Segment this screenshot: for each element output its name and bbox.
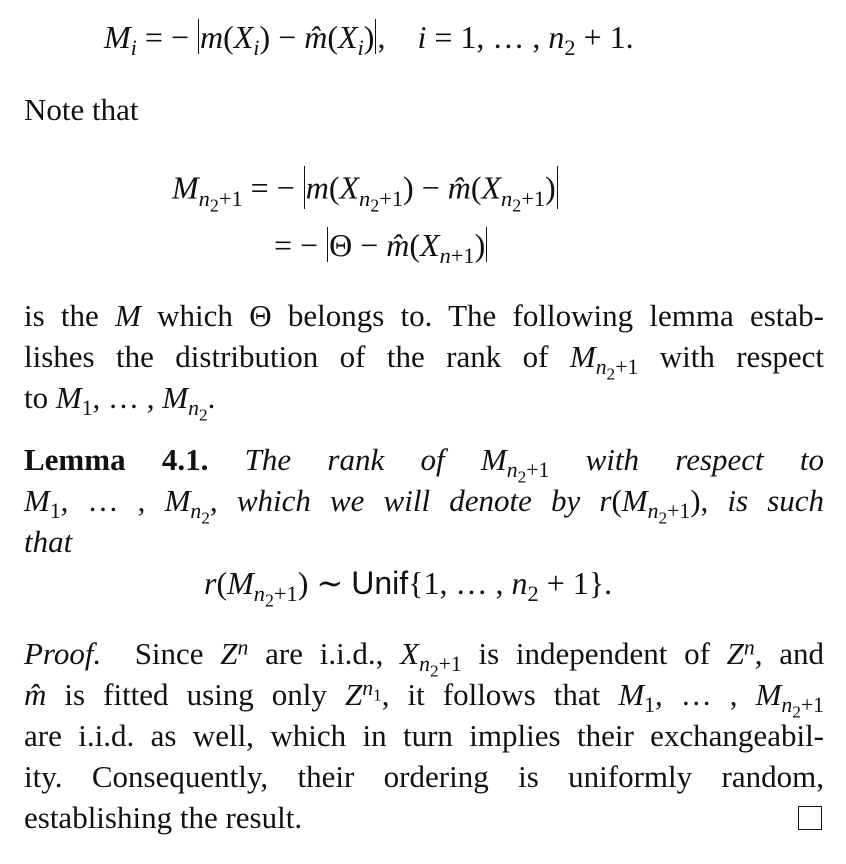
proof-paragraph: Proof. Since $Z^n$ are i.i.d., $X_{n_2+1}$ is independent of $Z^n$, and m̂ is fitted using only $Z^{n_1}$, it follows that $M_1$, … , $M_{n_2+1}$ are i.i.d. as well, which in turn implies their exchangeabil- ity. Consequently, their ordering is uniformly random, establishing the result. [24,635,825,835]
lemma-4-1: Lemma 4.1. The rank of $M_{n_2+1}$ with respect to $M_1$, … , $M_{n_2}$, which we will denote by $r(M_{n_2+1})$, is such that [24,442,825,559]
equation-rank-uniform: $r(M_{n_2+1})$ ∼ Unif{1, … , $n_2 + 1$}. [204,565,613,611]
lemma-label: Lemma 4.1. [24,442,209,477]
qed-square-icon [798,806,822,830]
equation-m-n2-plus-1-line2: = − $\Theta - m̂(X_{n+1})$ [274,227,486,269]
equation-m-n2-plus-1-line1: $M_{n_2+1}$ = − $m(X_{n_2+1})$ − $m̂(X_{n_2+1})$ [172,166,559,209]
paragraph-rank-distribution: is the M which Θ belongs to. The following lemma estab- lishes the distribution of the rank of $M_{n_2+1}$ with respect to $M_1$, … , $M_{n_2}$. [24,298,825,425]
equation-mi-definition: $M_i$ = − $m(X_i)$ − $m̂(X_i)$, i = 1, … , $n_2 + 1$. [104,19,634,61]
note-that-text: Note that [24,92,139,127]
proof-label: Proof. [24,636,102,671]
